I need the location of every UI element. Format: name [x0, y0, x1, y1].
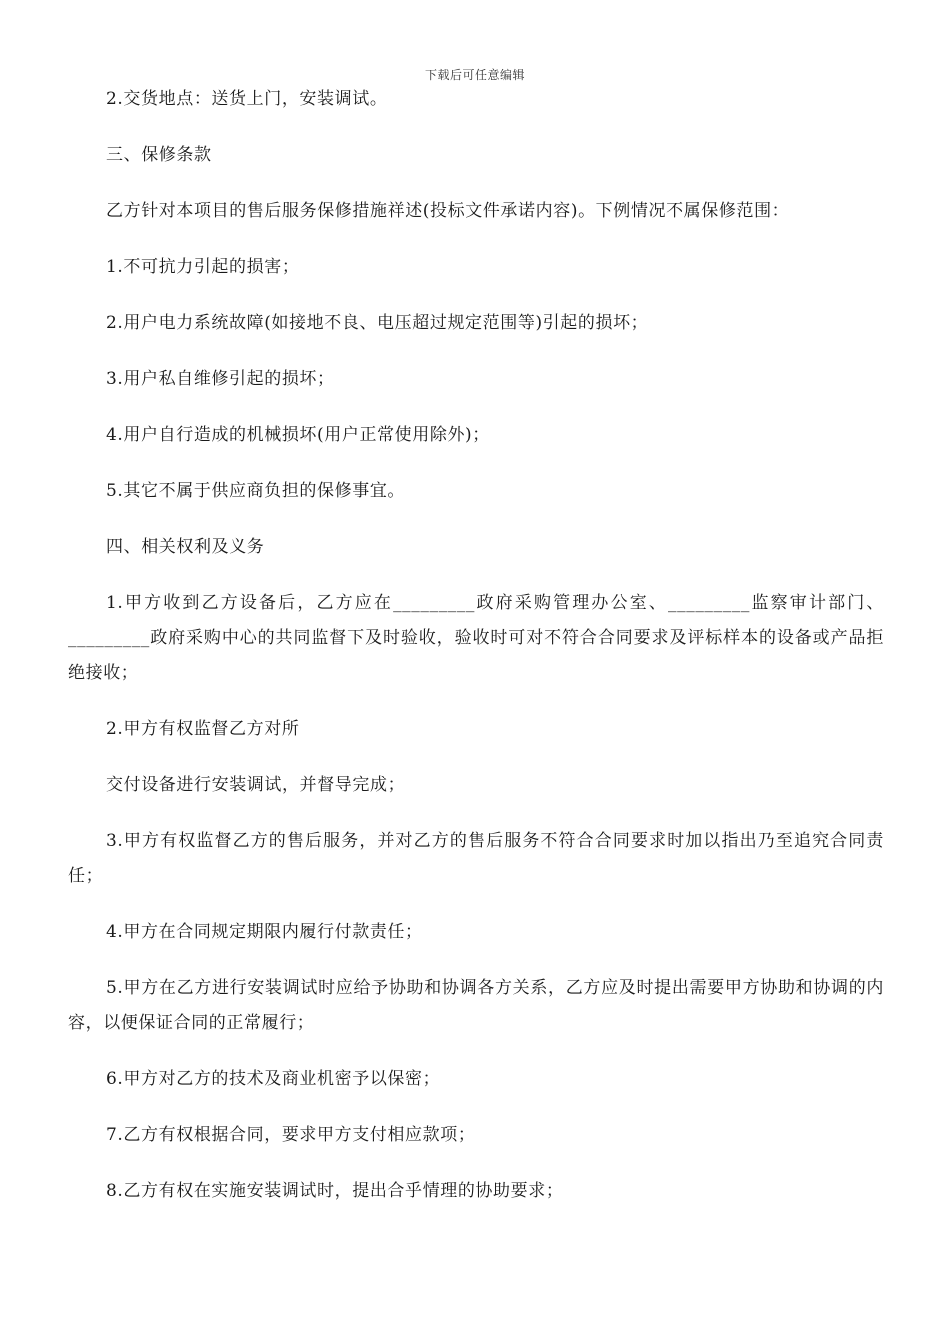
paragraph-warranty-item-3: 3.用户私自维修引起的损坏； — [106, 369, 335, 389]
paragraph-rights-item-1: 1.甲方收到乙方设备后，乙方应在_________政府采购管理办公室、_________监察审计部门、_________政府采购中心的共同监督下及时验收，验收时可对不符合合同要求及评标样本的设备或产品拒绝接收； — [68, 593, 884, 683]
paragraph-rights-item-6: 6.甲方对乙方的技术及商业机密予以保密； — [106, 1069, 441, 1089]
heading-warranty-terms: 三、保修条款 — [106, 145, 212, 165]
watermark-text: 下载后可任意编辑 — [424, 68, 525, 82]
paragraph-rights-item-7: 7.乙方有权根据合同，要求甲方支付相应款项； — [106, 1125, 476, 1145]
paragraph-rights-item-4: 4.甲方在合同规定期限内履行付款责任； — [106, 922, 423, 942]
paragraph-warranty-item-2: 2.用户电力系统故障(如接地不良、电压超过规定范围等)引起的损坏； — [106, 313, 649, 333]
paragraph-delivery-location: 2.交货地点：送货上门，安装调试。 — [106, 89, 388, 109]
paragraph-rights-item-3: 3.甲方有权监督乙方的售后服务，并对乙方的售后服务不符合合同要求时加以指出乃至追究合同责任； — [68, 831, 884, 886]
paragraph-rights-item-2a: 2.甲方有权监督乙方对所 — [106, 719, 300, 739]
paragraph-warranty-item-4: 4.用户自行造成的机械损坏(用户正常使用除外)； — [106, 425, 490, 445]
paragraph-warranty-intro: 乙方针对本项目的售后服务保修措施祥述(投标文件承诺内容)。下例情况不属保修范围： — [106, 201, 790, 221]
paragraph-rights-item-2b: 交付设备进行安装调试，并督导完成； — [106, 775, 406, 795]
heading-rights-obligations: 四、相关权利及义务 — [106, 537, 265, 557]
paragraph-warranty-item-1: 1.不可抗力引起的损害； — [106, 257, 300, 277]
paragraph-rights-item-8: 8.乙方有权在实施安装调试时，提出合乎情理的协助要求； — [106, 1181, 564, 1201]
document-body — [68, 82, 884, 1230]
paragraph-rights-item-5: 5.甲方在乙方进行安装调试时应给予协助和协调各方关系，乙方应及时提出需要甲方协助和协调的内容，以便保证合同的正常履行； — [68, 978, 884, 1033]
paragraph-warranty-item-5: 5.其它不属于供应商负担的保修事宜。 — [106, 481, 406, 501]
